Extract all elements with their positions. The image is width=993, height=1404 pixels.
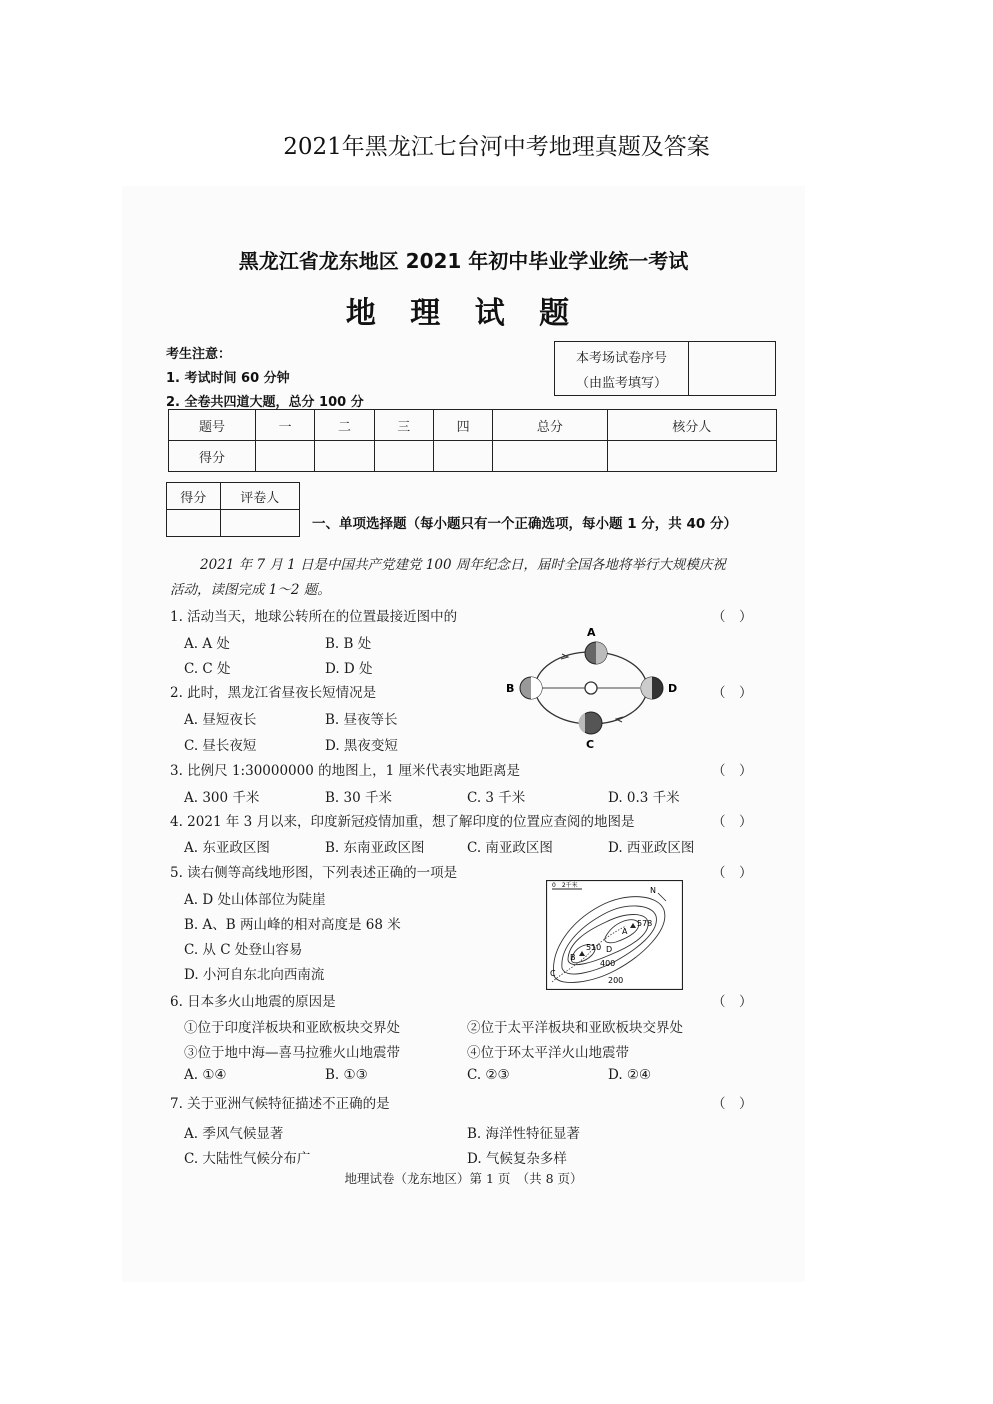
option: B. 30 千米: [325, 790, 392, 806]
option: C. 3 千米: [467, 790, 526, 806]
contour-map: [546, 880, 683, 990]
option: D. 黑夜变短: [325, 738, 398, 754]
earth-a-icon: [585, 642, 607, 664]
option: B. B 处: [325, 636, 372, 652]
question-stem: 5. 读右侧等高线地形图，下列表述正确的一项是: [170, 865, 458, 881]
option: D. 气候复杂多样: [467, 1151, 567, 1167]
exam-subject-title: 地 理 试 题: [345, 296, 582, 331]
question-stem: 7. 关于亚洲气候特征描述不正确的是: [170, 1096, 390, 1112]
elevation-200: 200: [608, 976, 624, 985]
north-label: N: [650, 886, 656, 895]
grader-name-cell: [220, 510, 299, 537]
intro-text: 活动，读图完成 1～2 题。: [170, 582, 331, 598]
option: D. D 处: [325, 661, 373, 677]
option: C. 昼长夜短: [184, 738, 257, 754]
score-cell: [493, 441, 607, 472]
scale-label: 0 2千米: [552, 882, 578, 889]
notice-item: 2. 全卷共四道大题，总分 100 分: [166, 395, 364, 410]
score-cell: [256, 441, 315, 472]
earth-b-icon: [520, 677, 542, 699]
header-cell: 一: [256, 410, 315, 441]
row-label-cell: 得分: [169, 441, 256, 472]
earth-d-icon: [641, 677, 663, 699]
point-c-label: C: [550, 969, 556, 978]
option: D. ②④: [608, 1067, 652, 1083]
option: B. 海洋性特征显著: [467, 1126, 581, 1142]
option: A. 300 千米: [184, 790, 260, 806]
header-cell: 三: [374, 410, 433, 441]
option: D. 小河自东北向西南流: [184, 967, 325, 983]
option: B. 昼夜等长: [325, 712, 398, 728]
option: C. 大陆性气候分布广: [184, 1151, 311, 1167]
statement: ③位于地中海—喜马拉雅火山地震带: [184, 1045, 400, 1061]
elevation-400: 400: [600, 959, 616, 968]
score-table-header-row: [169, 410, 777, 441]
score-cell: [315, 441, 374, 472]
earth-c-icon: [579, 712, 602, 734]
header-cell: 核分人: [607, 410, 776, 441]
option: C. 南亚政区图: [467, 840, 553, 856]
earth-orbit-diagram: [500, 626, 690, 752]
option: A. 昼短夜长: [184, 712, 257, 728]
orbit-label-b: B: [506, 682, 515, 695]
sun-icon: [585, 682, 597, 694]
option: B. ①③: [325, 1067, 368, 1083]
score-table-score-row: [169, 441, 777, 472]
option: A. D 处山体部位为陡崖: [184, 892, 326, 908]
score-cell: [374, 441, 433, 472]
serial-note: （由监考填写）: [575, 375, 667, 391]
option: A. 季风气候显著: [184, 1126, 284, 1142]
grader-table: [166, 482, 300, 537]
exam-region-line: 黑龙江省龙东地区 2021 年初中毕业学业统一考试: [238, 249, 689, 273]
score-table: [168, 409, 777, 472]
header-cell: 题号: [169, 410, 256, 441]
statement: ②位于太平洋板块和亚欧板块交界处: [467, 1020, 683, 1036]
orbit-label-c: C: [586, 738, 595, 751]
option: A. 东亚政区图: [184, 840, 270, 856]
answer-paren: （ ）: [712, 685, 753, 701]
answer-paren: （ ）: [712, 814, 753, 830]
page-footer: 地理试卷（龙东地区）第 1 页 （共 8 页）: [344, 1171, 583, 1186]
serial-number-box: [554, 341, 776, 396]
section-title: 一、单项选择题（每小题只有一个正确选项，每小题 1 分，共 40 分）: [312, 516, 737, 532]
answer-paren: （ ）: [712, 994, 753, 1010]
option: D. 西亚政区图: [608, 840, 695, 856]
question-stem: 3. 比例尺 1:30000000 的地图上，1 厘米代表实地距离是: [170, 763, 520, 779]
header-cell: 总分: [493, 410, 607, 441]
document-title: 2021年黑龙江七台河中考地理真题及答案: [283, 134, 710, 160]
statement: ①位于印度洋板块和亚欧板块交界处: [184, 1020, 400, 1036]
question-stem: 4. 2021 年 3 月以来，印度新冠疫情加重，想了解印度的位置应查阅的地图是: [170, 814, 635, 830]
orbit-label-a: A: [587, 626, 596, 639]
answer-paren: （ ）: [712, 609, 753, 625]
option: B. A、B 两山峰的相对高度是 68 米: [184, 917, 401, 933]
statement: ④位于环太平洋火山地震带: [467, 1045, 629, 1061]
option: A. ①④: [184, 1067, 227, 1083]
grader-score-cell: [167, 510, 221, 537]
header-cell: 四: [433, 410, 492, 441]
notice-item: 1. 考试时间 60 分钟: [166, 371, 290, 386]
grader-score-label: 得分: [167, 483, 221, 510]
elevation-578: 578: [637, 919, 653, 928]
option: C. C 处: [184, 661, 231, 677]
answer-paren: （ ）: [712, 865, 753, 881]
point-a-label: A: [622, 927, 628, 936]
score-cell: [607, 441, 776, 472]
answer-paren: （ ）: [712, 1096, 753, 1112]
point-b-label: B: [570, 953, 576, 962]
option: B. 东南亚政区图: [325, 840, 425, 856]
question-stem: 2. 此时，黑龙江省昼夜长短情况是: [170, 685, 377, 701]
option: C. ②③: [467, 1067, 510, 1083]
option: D. 0.3 千米: [608, 790, 680, 806]
grader-name-label: 评卷人: [220, 483, 299, 510]
answer-paren: （ ）: [712, 763, 753, 779]
question-stem: 6. 日本多火山地震的原因是: [170, 994, 336, 1010]
elevation-510: 510: [586, 943, 602, 952]
option: A. A 处: [184, 636, 230, 652]
question-stem: 1. 活动当天，地球公转所在的位置最接近图中的: [170, 609, 458, 625]
option: C. 从 C 处登山容易: [184, 942, 303, 958]
intro-text: 2021 年 7 月 1 日是中国共产党建党 100 周年纪念日，届时全国各地将举行大规模庆祝: [200, 557, 726, 573]
score-cell: [433, 441, 492, 472]
notice-title: 考生注意：: [166, 347, 232, 362]
header-cell: 二: [315, 410, 374, 441]
orbit-label-d: D: [668, 682, 678, 695]
point-d-label: D: [606, 945, 613, 954]
serial-label: 本考场试卷序号: [575, 350, 667, 366]
